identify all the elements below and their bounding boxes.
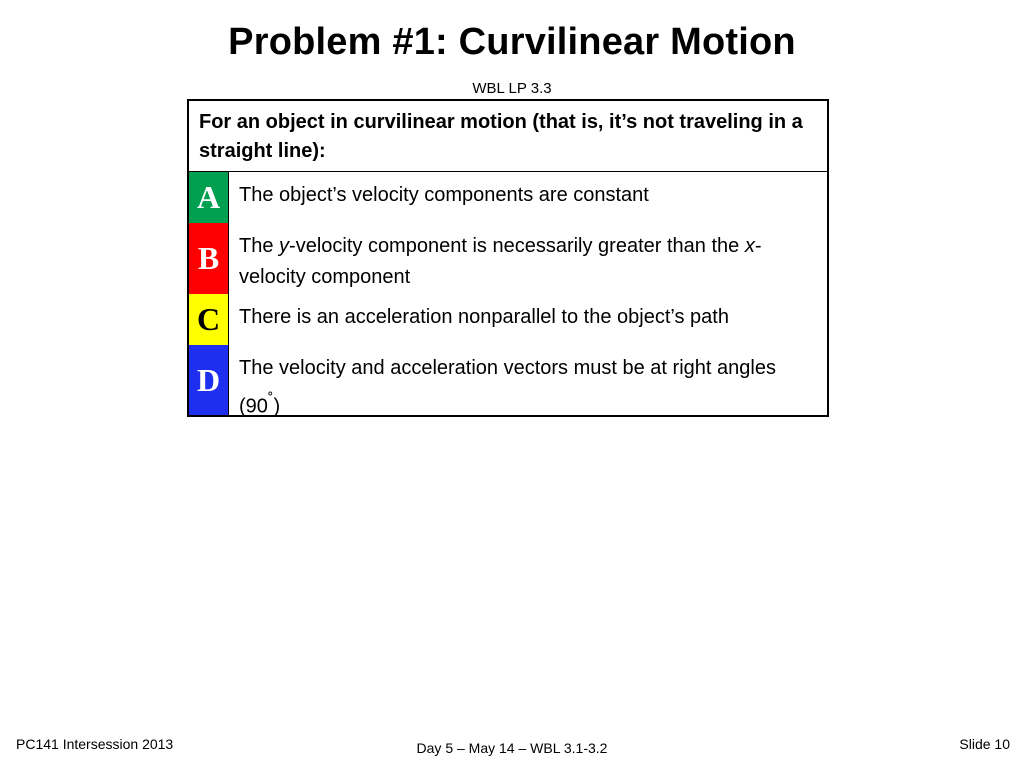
footer-date: Day 5 – May 14 – WBL 3.1-3.2 <box>416 740 608 756</box>
option-text-d-end: ) <box>273 395 281 418</box>
option-letter-d: D <box>189 345 229 415</box>
slide-subtitle: WBL LP 3.3 <box>472 80 552 97</box>
option-text-b-mid: -velocity component is necessarily greater than the <box>289 235 745 257</box>
option-c[interactable] <box>189 294 827 345</box>
slide-title: Problem #1: Curvilinear Motion <box>228 21 796 63</box>
option-a[interactable] <box>189 172 827 223</box>
option-b[interactable] <box>189 223 827 294</box>
footer-course: PC141 Intersession 2013 <box>16 736 174 752</box>
option-text-d-main: The velocity and acceleration vectors must be at right angles (90 <box>239 357 776 418</box>
question-table <box>187 99 829 417</box>
option-letter-b: B <box>189 223 229 294</box>
option-text-b <box>229 223 827 294</box>
option-text-d <box>229 345 827 418</box>
option-text-c: There is an acceleration nonparallel to the object’s path <box>239 306 729 328</box>
option-letter-a: A <box>189 172 229 223</box>
option-text-b-y: y <box>279 235 290 257</box>
option-text-b-prefix: The <box>239 235 280 257</box>
degree-symbol: ˚ <box>267 390 274 409</box>
option-letter-c: C <box>189 294 229 345</box>
question-prompt: For an object in curvilinear motion (that is, it’s not traveling in a straight line): <box>189 101 827 172</box>
option-text-b-x: x <box>744 235 755 257</box>
footer-slide-number: Slide 10 <box>959 736 1010 752</box>
option-text-b-suffix: -velocity component <box>239 235 762 288</box>
option-text-a: The object’s velocity components are constant <box>239 184 649 206</box>
option-d[interactable] <box>189 345 827 418</box>
